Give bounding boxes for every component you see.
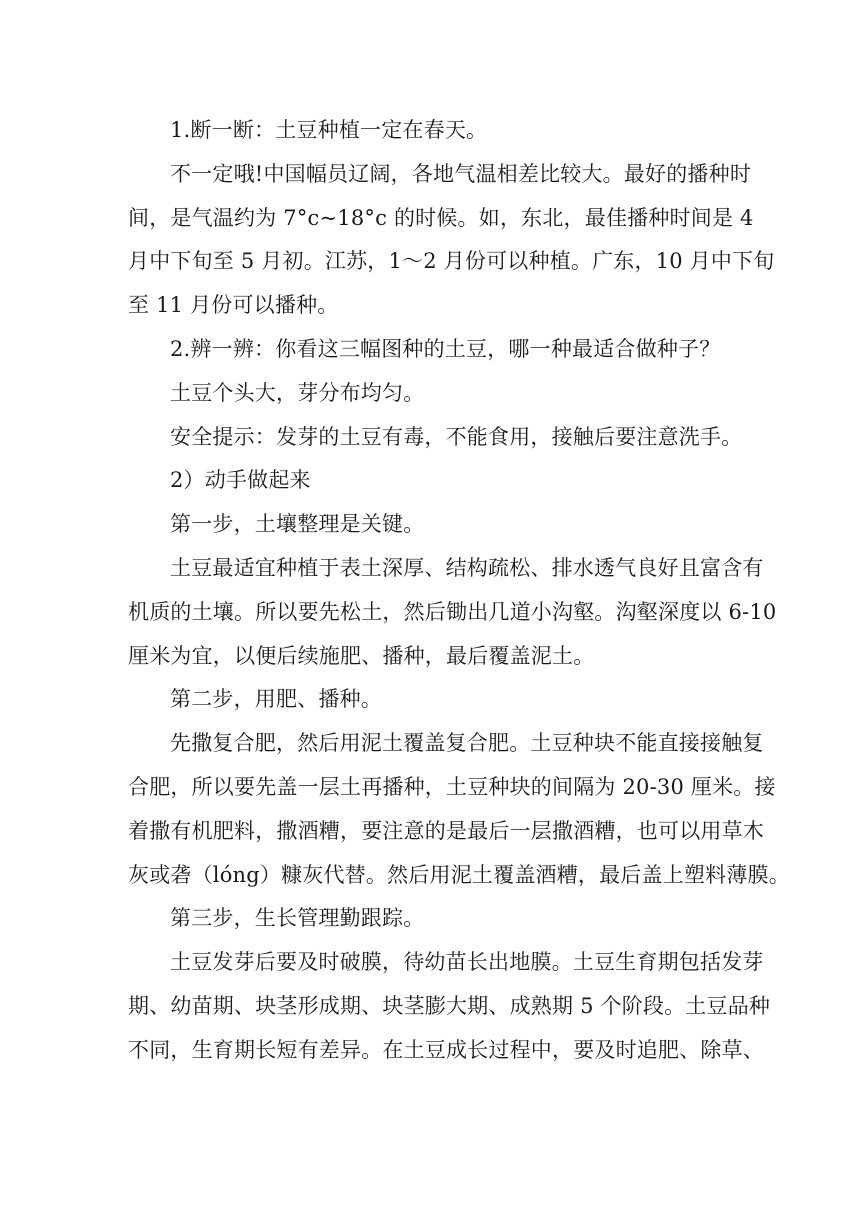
paragraph: 土豆个头大，芽分布均匀。 xyxy=(170,380,425,405)
paragraph-line: 间，是气温约为 7°c~18°c 的时候。如，东北，最佳播种时间是 4 xyxy=(128,205,754,230)
paragraph: 1.断一断：土豆种植一定在春天。 xyxy=(170,118,488,142)
paragraph xyxy=(128,941,771,1072)
paragraph: 第三步，生长管理勤跟踪。 xyxy=(170,906,425,931)
paragraph xyxy=(128,722,790,897)
paragraph-line: 土豆发芽后要及时破膜，待幼苗长出地膜。土豆生育期包括发芽 xyxy=(170,950,764,975)
paragraph-line: 不一定哦!中国幅员辽阔，各地气温相差比较大。最好的播种时 xyxy=(170,161,752,186)
paragraph-line: 厘米为宜，以便后续施肥、播种，最后覆盖泥土。 xyxy=(128,643,595,668)
paragraph: 2.辨一辨：你看这三幅图种的土豆，哪一种最适合做种子？ xyxy=(170,336,721,361)
paragraph: 第二步，用肥、播种。 xyxy=(170,687,382,712)
document-body xyxy=(128,109,790,1073)
paragraph-line: 土豆最适宜种植于表土深厚、结构疏松、排水透气良好且富含有 xyxy=(170,555,764,580)
paragraph xyxy=(128,547,777,678)
paragraph: 安全提示：发芽的土豆有毒，不能食用，接触后要注意洗手。 xyxy=(170,424,743,449)
paragraph-line: 灰或砻（lóng）糠灰代替。然后用泥土覆盖酒糟，最后盖上塑料薄膜。 xyxy=(128,862,790,887)
paragraph-line: 先撒复合肥，然后用泥土覆盖复合肥。土豆种块不能直接接触复 xyxy=(170,731,764,756)
paragraph-line: 月中下旬至 5 月初。江苏，1～2 月份可以种植。广东，10 月中下旬 xyxy=(128,249,775,274)
paragraph-line: 不同，生育期长短有差异。在土豆成长过程中，要及时追肥、除草、 xyxy=(128,1037,764,1062)
paragraph xyxy=(128,153,775,328)
paragraph-line: 至 11 月份可以播种。 xyxy=(128,293,339,318)
paragraph-line: 合肥，所以要先盖一层土再播种，土豆种块的间隔为 20-30 厘米。接 xyxy=(128,774,776,799)
paragraph-line: 期、幼苗期、块茎形成期、块茎膨大期、成熟期 5 个阶段。土豆品种 xyxy=(128,993,771,1018)
paragraph: 2）动手做起来 xyxy=(170,468,311,493)
paragraph: 第一步，土壤整理是关键。 xyxy=(170,512,425,537)
paragraph-line: 机质的土壤。所以要先松土，然后锄出几道小沟壑。沟壑深度以 6-10 xyxy=(128,599,777,624)
paragraph-line: 着撒有机肥料，撒酒糟，要注意的是最后一层撒酒糟，也可以用草木 xyxy=(128,818,764,843)
